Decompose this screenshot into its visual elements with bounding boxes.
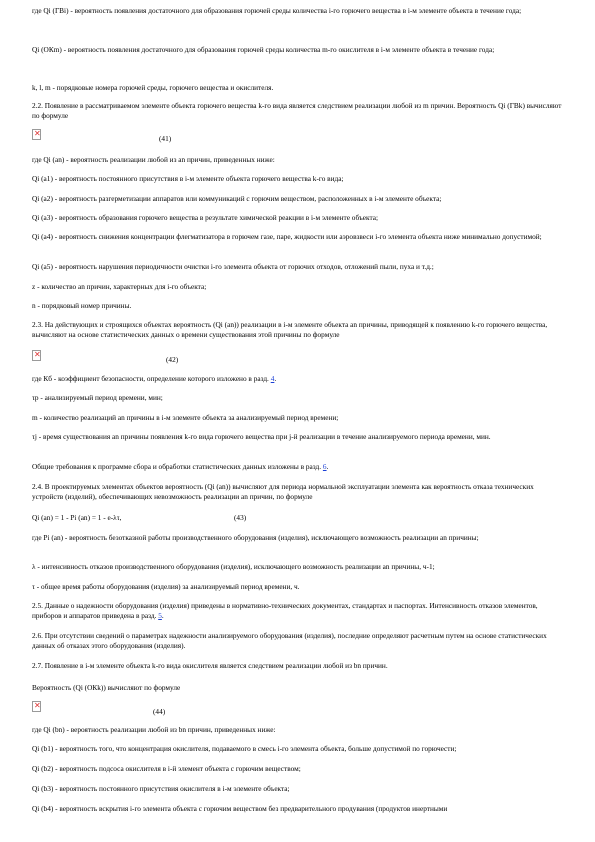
paragraph: 2.7. Появление в i-м элементе объекта k-го вида окислителя является следствием реализации любой из bn причин. bbox=[32, 661, 388, 670]
paragraph bbox=[32, 374, 562, 384]
formula-41 bbox=[32, 129, 171, 144]
paragraph: Qi (a4) - вероятность снижения концентрации флегматизатора в горючем газе, паре, жидкости или аэровзвеси i-го элемента объекта ниже минимально допустимой; bbox=[32, 232, 542, 241]
paragraph-text: . bbox=[161, 610, 164, 620]
paragraph: Qi (a1) - вероятность постоянного присутствия в i-м элементе объекта горючего вещества k-го вида; bbox=[32, 174, 344, 183]
paragraph: 2.6. При отсутствии сведений о параметрах надежности анализируемого оборудования (изделия), последние определяют расчетным путем на основе статистических данных об отказах этого оборудования (изделия). bbox=[32, 631, 547, 650]
paragraph: Qi (b2) - вероятность подсоса окислителя в i-й элемент объекта с горючим веществом; bbox=[32, 764, 301, 773]
paragraph: 2.2. Появление в рассматриваемом элементе объекта горючего вещества k-го вида является следствием реализации любой из m причин. Вероятность Qi (ГВk) вычисляют по формуле bbox=[32, 101, 562, 120]
formula-number: (44) bbox=[153, 707, 166, 716]
paragraph: τ - общее время работы оборудования (изделия) за анализируемый период времени, ч. bbox=[32, 582, 300, 591]
paragraph: 2.3. На действующих и строящихся объектах вероятность (Qi (an)) реализации в i-м элементе объекта an причины, приводящей к появлению k-го горючего вещества, вычисляют на основе статистических данных о времени существования этой причины по формуле bbox=[32, 320, 548, 339]
formula-44 bbox=[32, 701, 165, 717]
paragraph: τр - анализируемый период времени, мин; bbox=[32, 393, 163, 402]
paragraph: Qi (a3) - вероятность образования горючего вещества в результате химической реакции в i-м элементе объекта; bbox=[32, 213, 378, 222]
paragraph-text: . bbox=[274, 374, 277, 383]
section-link[interactable]: 5 bbox=[158, 610, 162, 620]
formula-text: Qi (an) = 1 - Pi (an) = 1 - e-λτ, bbox=[32, 513, 122, 522]
broken-image-icon: ✕ bbox=[34, 701, 41, 710]
broken-image-icon: ✕ bbox=[34, 350, 41, 359]
paragraph: Qi (b1) - вероятность того, что концентрация окислителя, подаваемого в смесь i-го элемента объекта, больше допустимой по горючести; bbox=[32, 744, 457, 753]
paragraph: где Pi (an) - вероятность безотказной работы производственного оборудования (изделия), исключающего возможность реализации an причины; bbox=[32, 533, 479, 542]
paragraph: k, l, m - порядковые номера горючей среды, горючего вещества и окислителя. bbox=[32, 83, 274, 92]
paragraph: Qi (b4) - вероятность вскрытия i-го элемента объекта с горючим веществом без предварительного продувания (продуктов инертными bbox=[32, 804, 448, 813]
formula-number: (42) bbox=[166, 355, 179, 364]
paragraph: n - порядковый номер причины. bbox=[32, 301, 132, 310]
paragraph: Qi (a5) - вероятность нарушения периодичности очистки i-го элемента объекта от горючих отходов, отложений пыли, пуха и т.д.; bbox=[32, 262, 434, 271]
paragraph: Вероятность (Qi (ОКk)) вычисляют по формуле bbox=[32, 683, 181, 692]
paragraph: где Qi (bn) - вероятность реализации любой из bn причин, приведенных ниже: bbox=[32, 725, 276, 734]
formula-43 bbox=[32, 513, 562, 523]
paragraph-text: где Кб - коэффициент безопасности, определение которого изложено в разд. bbox=[32, 374, 271, 383]
paragraph: m - количество реализаций an причины в i-м элементе объекта за анализируемый период времени; bbox=[32, 413, 339, 422]
paragraph: z - количество an причин, характерных для i-го объекта; bbox=[32, 282, 207, 291]
paragraph: где Qi (ГВi) - вероятность появления достаточного для образования горючей среды количества i-го горючего вещества в i-м элементе объекта в течение года; bbox=[32, 6, 522, 15]
section-link[interactable]: 4 bbox=[270, 374, 275, 383]
paragraph: Qi (a2) - вероятность разгерметизации аппаратов или коммуникаций с горючим веществом, расположенных в i-м элементе объекта; bbox=[32, 194, 442, 203]
paragraph-text: 2.5. Данные о надежности оборудования (изделия) приведены в нормативно-технических документах, стандартах и паспортах. Интенсивность отказов элементов, приборов и аппаратов приведена в разд. bbox=[32, 601, 538, 620]
paragraph: где Qi (an) - вероятность реализации любой из an причин, приведенных ниже: bbox=[32, 155, 275, 164]
formula-42 bbox=[32, 350, 178, 365]
formula-number: (43) bbox=[234, 513, 247, 522]
paragraph-text: Общие требования к программе сбора и обработки статистических данных изложены в разд. bbox=[32, 462, 323, 471]
broken-image-icon: ✕ bbox=[34, 129, 41, 138]
section-link[interactable]: 6 bbox=[322, 462, 327, 471]
paragraph-text: . bbox=[326, 462, 329, 471]
formula-number: (41) bbox=[159, 134, 172, 143]
paragraph: Qi (ОКm) - вероятность появления достаточного для образования горючей среды количества m-го окислителя в i-м элементе объекта в течение года; bbox=[32, 45, 495, 54]
paragraph: 2.4. В проектируемых элементах объектов вероятность (Qi (an)) вычисляют для периода нормальной эксплуатации элемента как вероятность отказа технических устройств (изделий), обеспечивающих невозможность реализации an причин, по формуле bbox=[32, 482, 534, 501]
paragraph: τj - время существования an причины появления k-го вида горючего вещества при j-й реализации в течение анализируемого периода времени, мин. bbox=[32, 432, 491, 441]
paragraph: Qi (b3) - вероятность постоянного присутствия окислителя в i-м элементе объекта; bbox=[32, 784, 290, 793]
paragraph bbox=[32, 462, 562, 472]
paragraph: λ - интенсивность отказов производственного оборудования (изделия), исключающего возможность реализации an причины, ч-1; bbox=[32, 562, 435, 571]
paragraph bbox=[32, 601, 562, 621]
